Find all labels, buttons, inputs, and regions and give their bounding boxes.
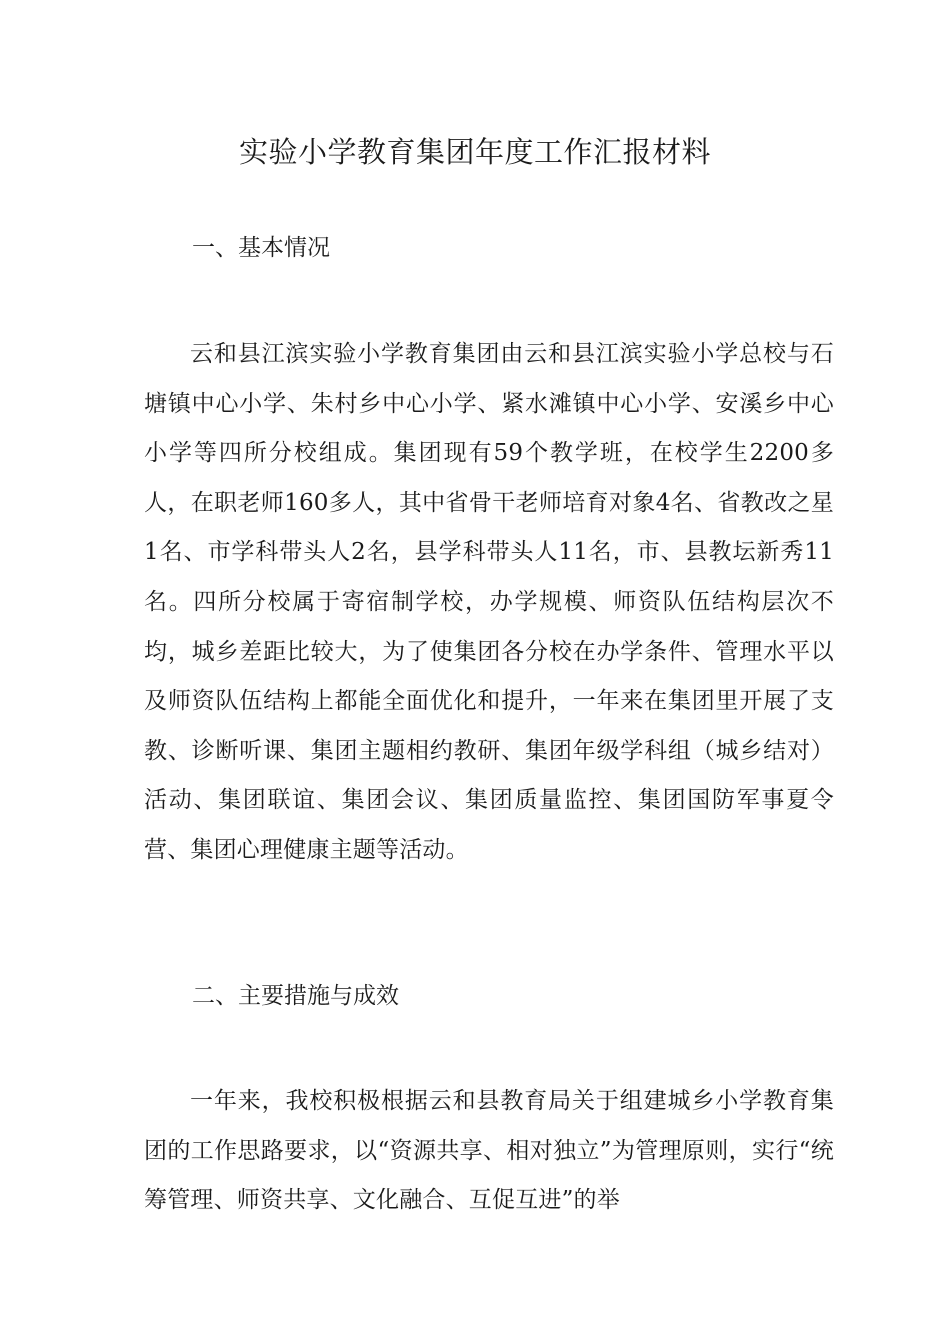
section-heading-measures: 二、主要措施与成效 [192, 983, 399, 1009]
measures-paragraph: 一年来，我校积极根据云和县教育局关于组建城乡小学教育集团的工作思路要求，以“资源共享、相对独立”为管理原则，实行“统筹管理、师资共享、文化融合、互促互进”的举 [144, 1088, 834, 1214]
document-title: 实验小学教育集团年度工作汇报材料 [238, 135, 711, 169]
basic-info-paragraph: 云和县江滨实验小学教育集团由云和县江滨实验小学总校与石塘镇中心小学、朱村乡中心小学、紧水滩镇中心小学、安溪乡中心小学等四所分校组成。集团现有59个教学班，在校学生2200多人，在职老师160多人，其中省骨干老师培育对象4名、省教改之星1名、市学科带头人2名，县学科带头人11名，市、县教坛新秀11名。四所分校属于寄宿制学校，办学规模、师资队伍结构层次不均，城乡差距比较大，为了使集团各分校在办学条件、管理水平以及师资队伍结构上都能全面优化和提升，一年来在集团里开展了支教、诊断听课、集团主题相约教研、集团年级学科组（城乡结对）活动、集团联谊、集团会议、集团质量监控、集团国防军事夏令营、集团心理健康主题等活动。 [144, 341, 834, 863]
section-heading-basic-info: 一、基本情况 [192, 235, 330, 261]
